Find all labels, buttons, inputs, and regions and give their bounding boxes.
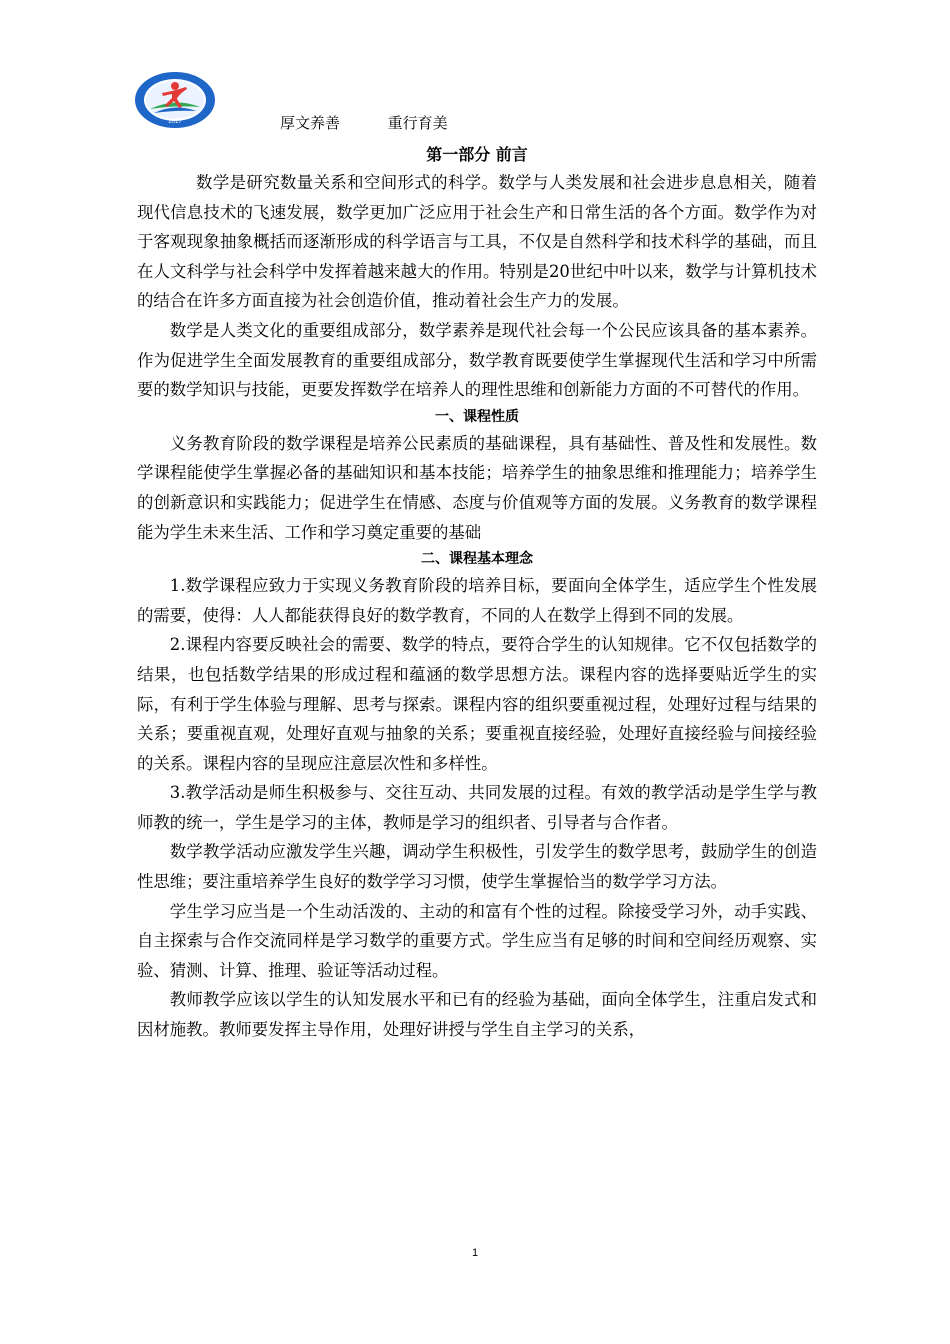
page-number: 1 (471, 1247, 479, 1259)
paragraph: 1.数学课程应致力于实现义务教育阶段的培养目标，要面向全体学生，适应学生个性发展的需要，使得：人人都能获得良好的数学教育，不同的人在数学上得到不同的发展。 (137, 576, 817, 625)
paragraph: 学生学习应当是一个生动活泼的、主动的和富有个性的过程。除接受学习外，动手实践、自主探索与合作交流同样是学习数学的重要方式。学生应当有足够的时间和空间经历观察、实验、猜测、计算、推理、验证等活动过程。 (137, 901, 817, 980)
paragraph: 数学教学活动应激发学生兴趣，调动学生积极性，引发学生的数学思考，鼓励学生的创造性思维；要注重培养学生良好的数学学习习惯，使学生掌握恰当的数学学习方法。 (137, 842, 817, 892)
document-title: 第一部分 前言 (426, 145, 528, 164)
paragraph: 义务教育阶段的数学课程是培养公民素质的基础课程，具有基础性、普及性和发展性。数学课程能使学生掌握必备的基础知识和基本技能；培养学生的抽象思维和推理能力；培养学生的创新意识和实践能力；促进学生在情感、态度与价值观等方面的发展。义务教育的数学课程能为学生未来生活、工作和学习奠定重要的基础 (137, 433, 817, 542)
paragraph: 3.教学活动是师生积极参与、交往互动、共同发展的过程。有效的教学活动是学生学与教师教的统一，学生是学习的主体，教师是学习的组织者、引导者与合作者。 (137, 783, 817, 832)
paragraph: 数学是研究数量关系和空间形式的科学。数学与人类发展和社会进步息息相关，随着现代信息技术的飞速发展，数学更加广泛应用于社会生产和日常生活的各个方面。数学作为对于客观现象抽象概括而逐渐形成的科学语言与工具，不仅是自然科学和技术科学的基础，而且在人文科学与社会科学中发挥着越来越大的作用。特别是20世纪中叶以来，数学与计算机技术的结合在许多方面直接为社会创造价值，推动着社会生产力的发展。 (137, 173, 817, 311)
paragraph: 2.课程内容要反映社会的需要、数学的特点，要符合学生的认知规律。它不仅包括数学的结果，也包括数学结果的形成过程和蕴涵的数学思想方法。课程内容的选择要贴近学生的实际，有利于学生体验与理解、思考与探索。课程内容的组织要重视过程，处理好过程与结果的关系；要重视直观，处理好直观与抽象的关系；要重视直接经验，处理好直接经验与间接经验的关系。课程内容的呈现应注意层次性和多样性。 (137, 635, 817, 773)
school-logo (134, 71, 216, 129)
section-heading: 二、课程基本理念 (421, 551, 533, 568)
document-body (137, 144, 817, 1045)
svg-text:2017: 2017 (168, 119, 182, 125)
school-motto: 厚文养善 重行育美 (280, 114, 448, 132)
section-heading: 一、课程性质 (435, 408, 519, 425)
paragraph: 教师教学应该以学生的认知发展水平和已有的经验为基础，面向全体学生，注重启发式和因材施教。教师要发挥主导作用，处理好讲授与学生自主学习的关系， (137, 990, 817, 1040)
paragraph: 数学是人类文化的重要组成部分，数学素养是现代社会每一个公民应该具备的基本素养。作为促进学生全面发展教育的重要组成部分，数学教育既要使学生掌握现代生活和学习中所需要的数学知识与技能，更要发挥数学在培养人的理性思维和创新能力方面的不可替代的作用。 (137, 320, 817, 400)
